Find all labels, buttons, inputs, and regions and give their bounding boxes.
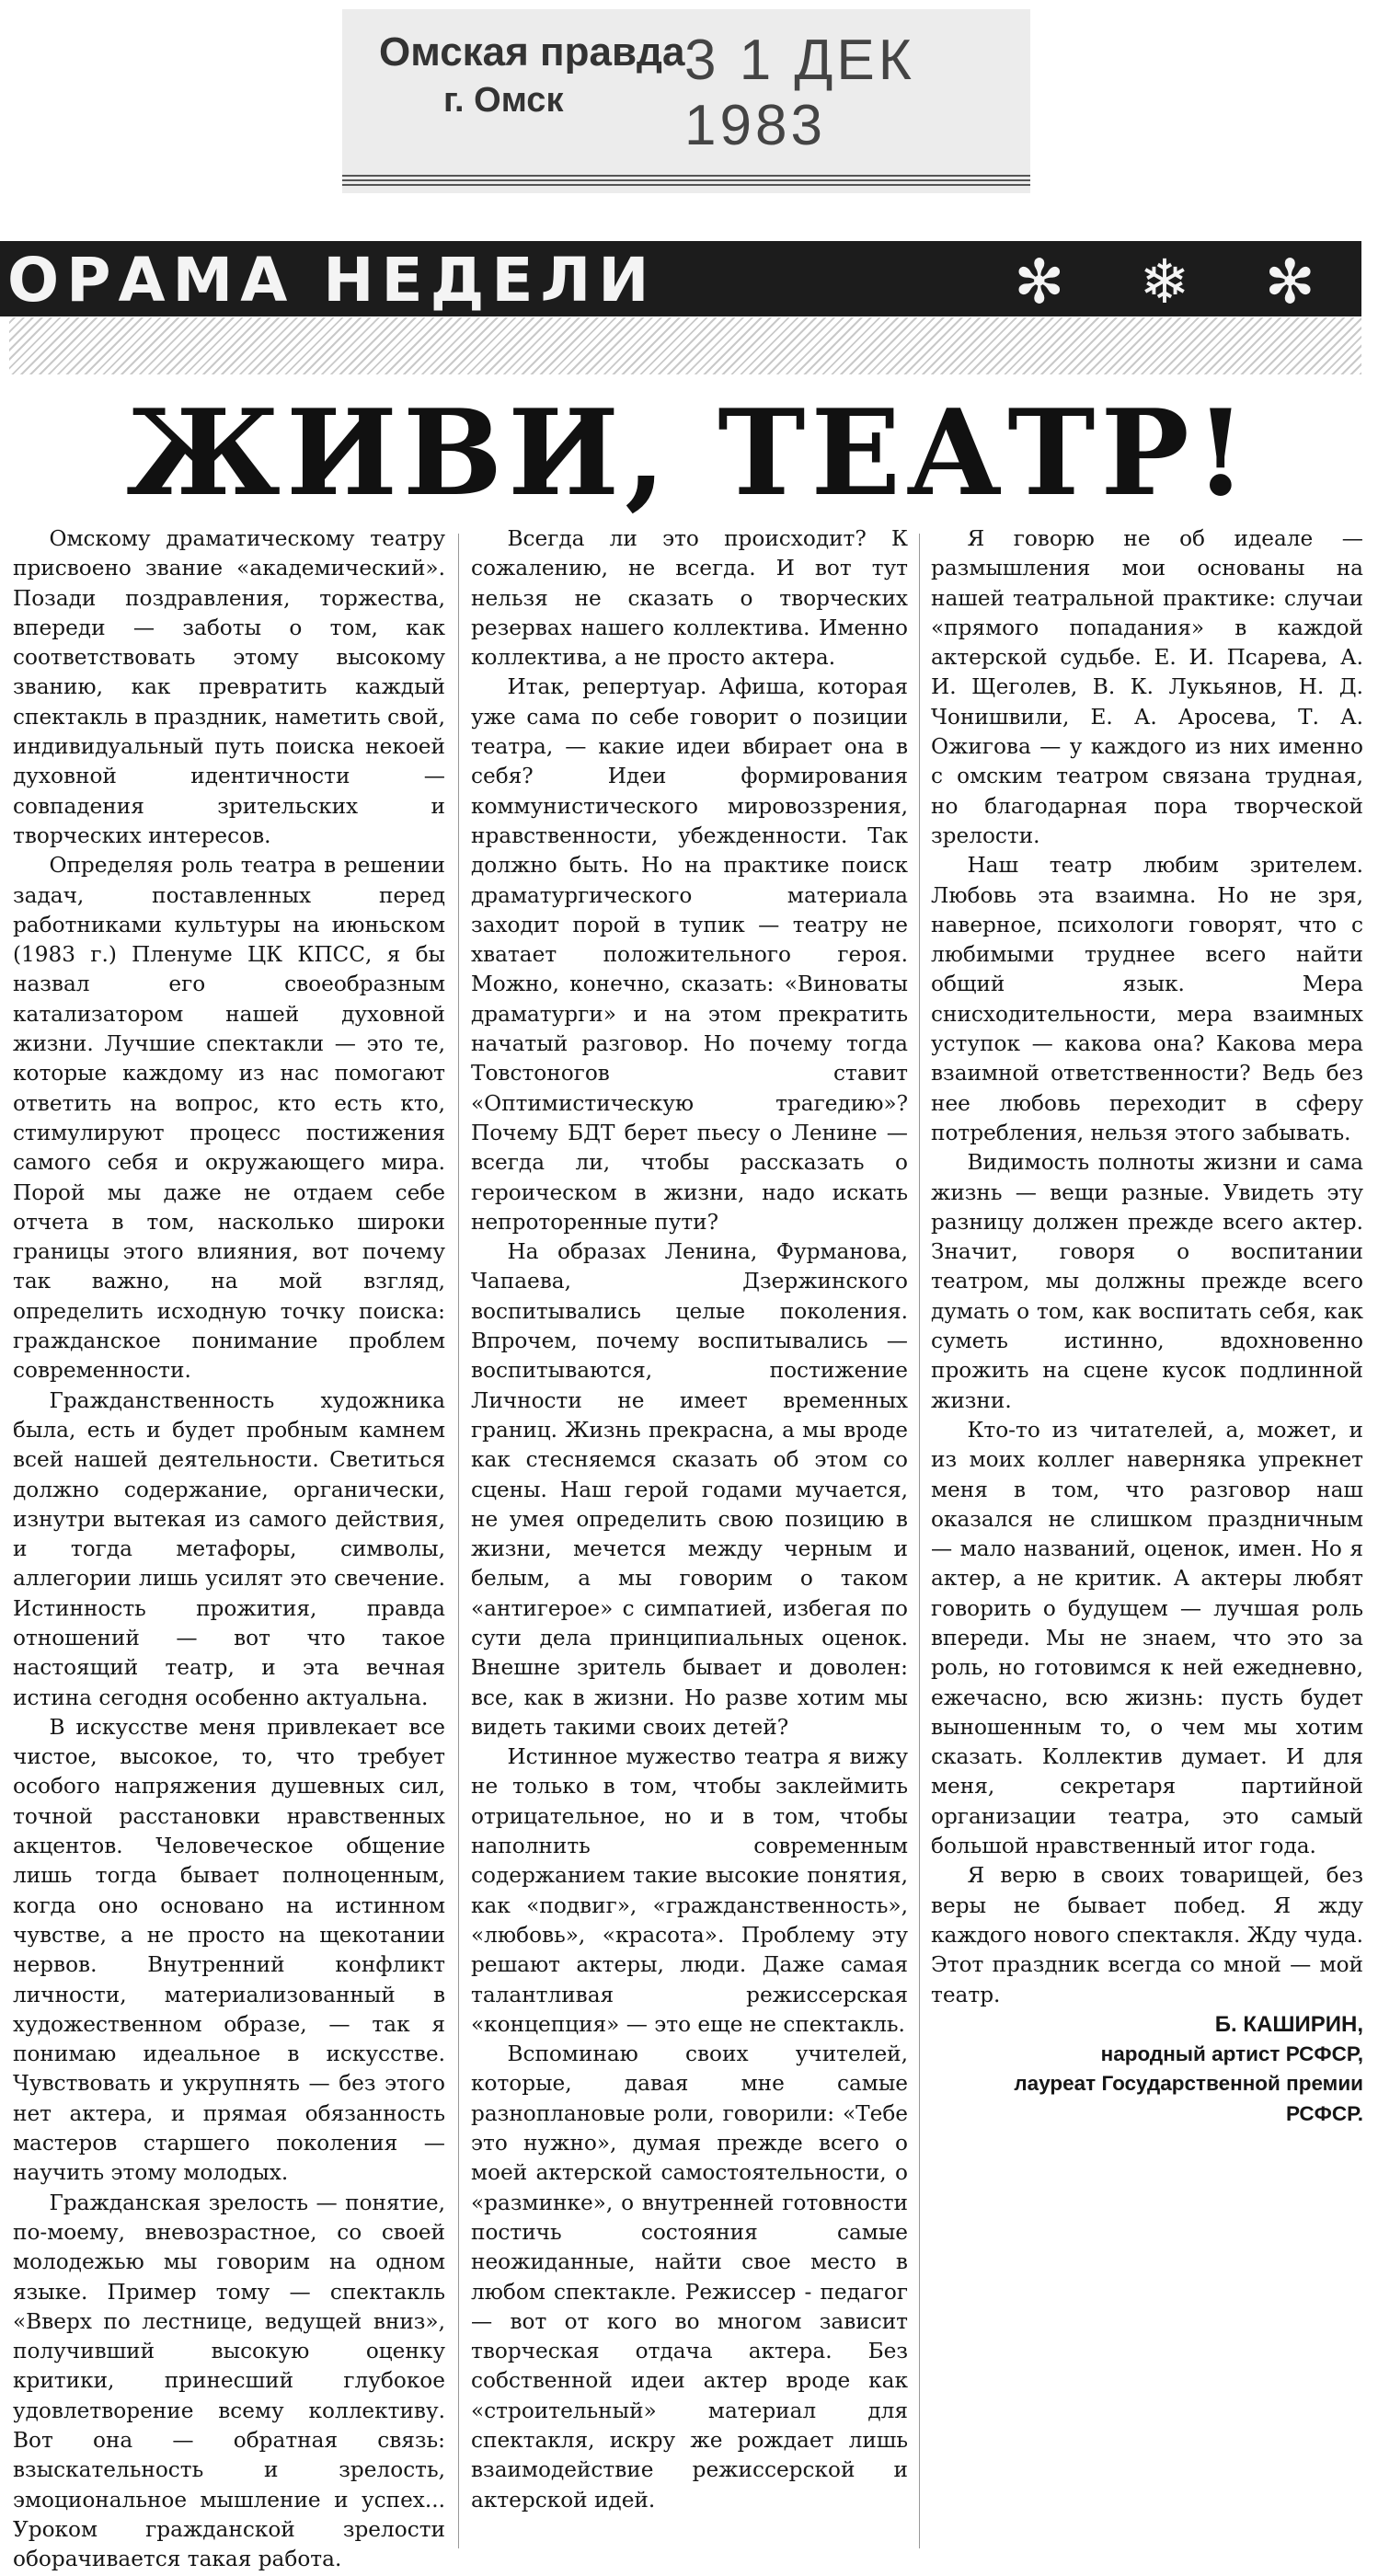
article-paragraph: Всегда ли это происходит? К сожалению, не всегда. И вот тут нельзя не сказать о творческих резервах нашего коллектива. Именно коллектива, а не просто актера. <box>471 526 908 671</box>
stamp-rules <box>342 175 1030 188</box>
article-paragraph: Гражданственность художника была, есть и будет пробным камнем всей нашей деятельности. Светиться должно содержание, органически, изнутри вытекая из самого действия, и тогда метафоры, символы, аллегории лишь усилят это свечение. Истинность прожития, правда отношений — вот что такое настоящий театр, и эта вечная истина сегодня особенно актуальна. <box>13 1387 445 1710</box>
article-paragraph: Омскому драматическому театру присвоено звание «академический». Позади поздравления, торжества, впереди — заботы о том, как соответствовать этому высокому званию, как превратить каждый спектакль в праздник, наметить свой, индивидуальный путь поиска некоей духовной идентичности — совпадения зрительских и творческих интересов. <box>13 526 445 848</box>
article-column-1 <box>13 524 445 2574</box>
article-paragraph: На образах Ленина, Фурманова, Чапаева, Дзержинского воспитывались целые поколения. Впрочем, почему воспитывались — воспитываются, постижение Личности не имеет временных границ. Жизнь прекрасна, а мы вроде как стесняемся сказать об этом со сцены. Наш герой годами мучается, не умея определить свою позицию в жизни, мечется между черным и белым, а мы говорим о таком «антигерое» с симпатией, избегая по сути дела принципиальных оценок. Внешне зритель бывает и доволен: все, как в жизни. Но разве хотим мы видеть такими своих детей? <box>471 1239 908 1740</box>
article-paragraph: Видимость полноты жизни и сама жизнь — вещи разные. Увидеть эту разницу должен прежде всего актер. Значит, говоря о воспитании театром, мы должны прежде всего думать о том, как воспитать себя, как суметь истинно, вдохновенно прожить на сцене кусок подлинной жизни. <box>931 1150 1363 1413</box>
article-paragraph: Вспоминаю своих учителей, которые, давая мне самые разноплановые роли, говорили: «Тебе это нужно», думая прежде всего о моей актерской самостоятельности, о «разминке», о внутренней готовности постичь состояния самые неожиданные, найти свое место в любом спектакле. Режиссер - педагог — вот от кого во многом зависит творческая отдача актера. Без собственной идеи актер вроде как «строительный» материал для спектакля, искру же рождает лишь взаимодействие режиссерской и актерской идей. <box>471 2041 908 2513</box>
article-column-3 <box>931 524 1363 2129</box>
stamp-newspaper: Омская правда <box>379 29 685 75</box>
article-paragraph: Определяя роль театра в решении задач, поставленных перед работниками культуры на июньском (1983 г.) Пленуме ЦК КПСС, я бы назвал его своеобразным катализатором нашей духовной жизни. Лучшие спектакли — это те, которые каждому из нас помогают ответить на вопрос, кто есть кто, стимулируют процесс постижения самого себя и окружающего мира. Порой мы даже не отдаем себе отчета в том, насколько широки границы этого влияния, вот почему так важно, на мой взгляд, определить исходную точку поиска: гражданское понимание проблем современности. <box>13 853 445 1384</box>
article-headline: ЖИВИ, ТЕАТР! <box>126 385 1252 523</box>
hatched-stripe <box>9 317 1361 374</box>
author-award: лауреат Государственной премии РСФСР. <box>1014 2072 1363 2125</box>
article-column-2 <box>471 524 908 2515</box>
rubric-banner <box>0 241 1361 316</box>
article-paragraph: Гражданская зрелость — понятие, по-моему, вневозрастное, со своей молодежью мы говорим на одном языке. Пример тому — спектакль «Вверх по лестнице, ведущей вниз», получивший высокую оценку критики, принесший глубокое удовлетворение всему коллективу. Вот она — обратная связь: взыскательность и зрелость, эмоциональное мышление и успех... Уроком гражданской зрелости оборачивается такая работа. <box>13 2190 445 2572</box>
article-paragraph: Итак, репертуар. Афиша, которая уже сама по себе говорит о позиции театра, — какие идеи вбирает она в себя? Идеи формирования коммунистического мировоззрения, нравственности, убежденности. Так должно быть. Но на практике поиск драматургического материала заходит порой в тупик — театру не хватает положительного героя. Можно, конечно, сказать: «Виноваты драматурги» и на этом прекратить начатый разговор. Но почему тогда Товстоногов ставит «Оптимистическую трагедию»? Почему БДТ берет пьесу о Ленине — всегда ли, чтобы рассказать о героическом в жизни, надо искать непроторенные пути? <box>471 674 908 1235</box>
author-name: Б. КАШИРИН, <box>1214 2011 1363 2037</box>
stamp-city: г. Омск <box>443 81 564 120</box>
article-paragraph: Я говорю не об идеале — размышления мои основаны на нашей театральной практике: случаи «прямого попадания» в каждой актерской судьбе. Е. И. Псарева, А. И. Щеголев, В. К. Лукьянов, Н. Д. Чонишвили, Е. А. Аросева, Т. А. Ожигова — у каждого из них именно с омским театром связана трудная, но благодарная пора творческой зрелости. <box>931 526 1363 848</box>
article-paragraph: Я верю в своих товарищей, без веры не бывает побед. Я жду каждого нового спектакля. Жду чуда. Этот праздник всегда со мной — мой театр. <box>931 1863 1363 2007</box>
archive-stamp <box>342 9 1030 193</box>
column-divider <box>458 534 459 2548</box>
rubric-title: ОРАМА НЕДЕЛИ <box>7 245 657 316</box>
article-paragraph: Кто-то из читателей, а, может, и из моих коллег наверняка упрекнет меня в том, что разговор наш оказался не слишком праздничным — мало названий, оценок, имен. Но я актер, а не критик. А актеры любят говорить о будущем — лучшая роль впереди. Мы не знаем, что это за роль, но готовимся к ней ежедневно, ежечасно, всю жизнь: пусть будет выношенным то, о чем мы хотим сказать. Коллектив думает. И для меня, секретаря партийной организации театра, это самый большой нравственный итог года. <box>931 1417 1363 1859</box>
snowflake-icon: ✻ ❄ ✻ <box>1014 247 1343 316</box>
stamp-date: 3 1 ДЕК 1983 <box>684 29 915 157</box>
author-title: народный артист РСФСР, <box>1100 2042 1363 2066</box>
column-divider <box>919 534 920 2548</box>
article-paragraph: Наш театр любим зрителем. Любовь эта взаимна. Но не зря, наверное, психологи говорят, что с любимыми труднее всего найти общий язык. Мера снисходительности, мера взаимных уступок — какова она? Какова мера взаимной ответственности? Ведь без нее любовь переходит в сферу потребления, нельзя этого забывать. <box>931 853 1363 1145</box>
article-paragraph: В искусстве меня привлекает все чистое, высокое, то, что требует особого напряжения душевных сил, точной расстановки нравственных акцентов. Человеческое общение лишь тогда бывает полноценным, когда оно основано на истинном чувстве, а не просто на щекотании нервов. Внутренний конфликт личности, материализованный в художественном образе, — так я понимаю идеальное в искусстве. Чувствовать и укрупнять — без этого нет актера, и прямая обязанность мастеров старшего поколения — научить этому молодых. <box>13 1714 445 2186</box>
article-paragraph: Истинное мужество театра я вижу не только в том, чтобы заклеймить отрицательное, но и в том, чтобы наполнить современным содержанием такие высокие понятия, как «подвиг», «гражданственность», «любовь», «красота». Проблему эту решают актеры, люди. Даже самая талантливая режиссерская «концепция» — это еще не спектакль. <box>471 1744 908 2037</box>
